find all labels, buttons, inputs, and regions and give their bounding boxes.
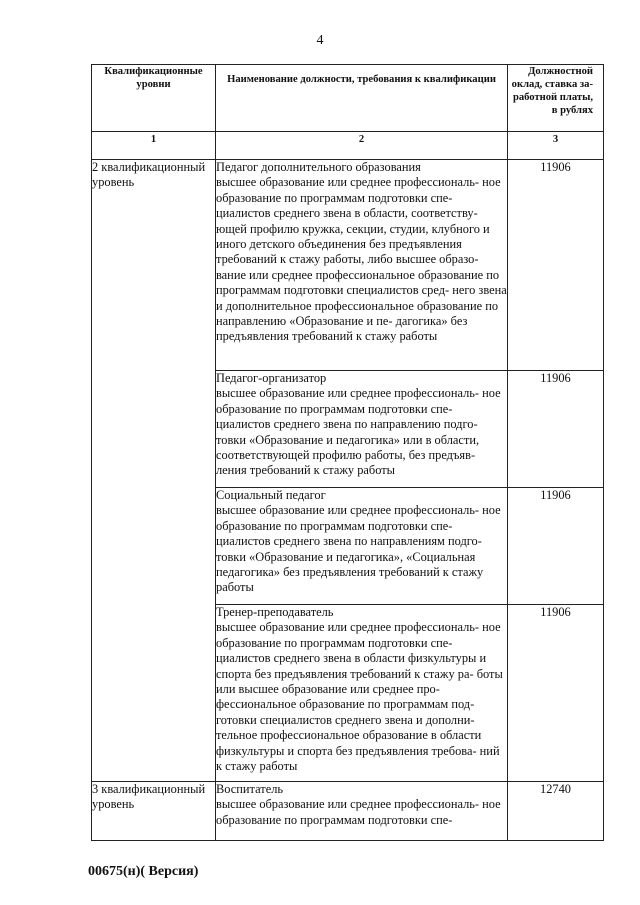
position-requirements: высшее образование или среднее профессиональ- ное образование по программам подготовки спе- циалистов среднего звена в области физкультуры и спорта без предъявления требований к стажу ра- боты или высшее образование или среднее про- фессиональное образование по программам под- готовки специалистов среднего звена и дополни- тельное профессиональное образование в области физкультуры и спорта без предъявления требова- ний к стажу работы bbox=[216, 620, 503, 774]
position-title: Воспитатель bbox=[216, 782, 284, 796]
position-cell bbox=[216, 488, 508, 605]
position-cell bbox=[216, 782, 508, 841]
page-number: 4 bbox=[316, 33, 324, 48]
document-version-footer: 00675(н)( Версия) bbox=[88, 864, 199, 879]
position-title: Педагог дополнительного образования bbox=[216, 160, 421, 174]
position-requirements: высшее образование или среднее профессиональ- ное образование по программам подготовки спе- bbox=[216, 797, 501, 827]
position-title: Педагог-организатор bbox=[216, 371, 327, 385]
position-cell bbox=[216, 371, 508, 488]
column-number-2: 2 bbox=[216, 132, 508, 160]
salary-value: 11906 bbox=[508, 605, 604, 782]
position-title: Тренер-преподаватель bbox=[216, 605, 334, 619]
salary-value: 11906 bbox=[508, 371, 604, 488]
table-header-row bbox=[92, 65, 604, 132]
column-number-1: 1 bbox=[92, 132, 216, 160]
salary-value: 12740 bbox=[508, 782, 604, 841]
header-position: Наименование должности, требования к квалификации bbox=[216, 65, 508, 132]
column-number-3: 3 bbox=[508, 132, 604, 160]
table-row bbox=[92, 160, 604, 371]
position-cell bbox=[216, 160, 508, 371]
salary-value: 11906 bbox=[508, 488, 604, 605]
header-levels: Квалификационные уровни bbox=[92, 65, 216, 132]
salary-value: 11906 bbox=[508, 160, 604, 371]
position-requirements: высшее образование или среднее профессиональ- ное образование по программам подготовки спе- циалистов среднего звена в области, соответству- ющей профилю кружка, секции, студии, клубного и иного детского объединения без предъявления требований к стажу работы, либо высшее образо- вание или среднее профессиональное образование по программам подготовки специалистов сред- него звена и дополнительное профессиональное образование по направлению «Образование и пе- дагогика» без предъявления требований к стажу работы bbox=[216, 175, 507, 344]
qualification-level-2: 2 квалификационный уровень bbox=[92, 160, 216, 782]
column-number-row bbox=[92, 132, 604, 160]
header-salary: Должностной оклад, ставка за- работной платы, в рублях bbox=[508, 65, 604, 132]
table-row bbox=[92, 782, 604, 841]
qualification-level-3: 3 квалификационный уровень bbox=[92, 782, 216, 841]
qualification-table bbox=[91, 64, 604, 841]
position-cell bbox=[216, 605, 508, 782]
position-requirements: высшее образование или среднее профессиональ- ное образование по программам подготовки спе- циалистов среднего звена по направлениям подго- товки «Образование и педагогика», «Социальная педагогика» без предъявления требований к стажу работы bbox=[216, 503, 501, 595]
position-title: Социальный педагог bbox=[216, 488, 326, 502]
position-requirements: высшее образование или среднее профессиональ- ное образование по программам подготовки спе- циалистов среднего звена по направлению подго- товки «Образование и педагогика» или в области, соответствующей профилю работы, без предъяв- ления требований к стажу работы bbox=[216, 386, 501, 478]
